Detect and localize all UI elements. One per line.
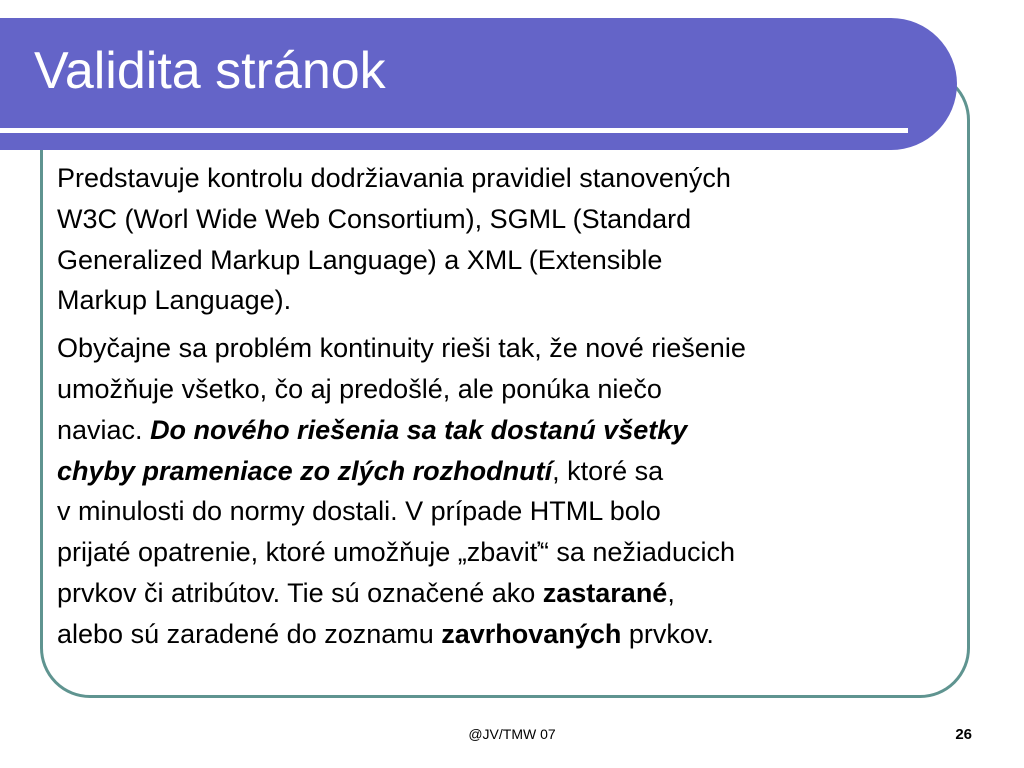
slide-number: 26 [955, 726, 972, 743]
text-run: umožňuje všetko, čo aj predošlé, ale ponúka niečo [57, 373, 662, 404]
slide-body [57, 158, 957, 662]
text-line [57, 240, 957, 281]
emphasized-text: chyby prameniace zo zlých rozhodnutí [57, 455, 553, 486]
text-line [57, 532, 957, 573]
slide-title: Validita stránok [34, 42, 386, 100]
body-paragraph [57, 158, 957, 321]
text-line [57, 451, 957, 492]
text-run: Predstavuje kontrolu dodržiavania pravidiel stanovených [57, 163, 731, 193]
text-line [57, 199, 957, 240]
title-underline [0, 128, 908, 133]
text-line [57, 614, 957, 655]
text-run: alebo sú zaradené do zoznamu [57, 618, 442, 649]
text-run: , [667, 577, 675, 608]
text-run: prvkov či atribútov. Tie sú označené ako [57, 577, 543, 608]
text-run: Markup Language). [57, 285, 292, 316]
body-paragraph [57, 328, 957, 654]
text-line [57, 573, 957, 614]
text-line [57, 410, 957, 451]
text-line [57, 491, 957, 532]
text-run: prvkov. [621, 618, 714, 649]
text-run: W3C (Worl Wide Web Consortium), SGML (Standard [57, 203, 692, 234]
text-run: Generalized Markup Language) a XML (Extensible [57, 244, 663, 275]
text-run: Obyčajne sa problém kontinuity rieši tak, že nové riešenie [57, 333, 746, 364]
text-run: v minulosti do normy dostali. V prípade HTML bolo [57, 496, 661, 527]
text-line [57, 369, 957, 410]
text-run: naviac. [57, 414, 151, 445]
emphasized-text: Do nového riešenia sa tak dostanú všetky [150, 414, 688, 445]
emphasized-text: zavrhovaných [441, 618, 622, 649]
text-line [57, 328, 957, 369]
emphasized-text: zastarané [542, 577, 668, 608]
slide-footer: @JV/TMW 07 [468, 726, 556, 742]
text-run: prijaté opatrenie, ktoré umožňuje „zbaviť“ sa nežiaducich [57, 537, 735, 568]
text-line [57, 158, 957, 199]
text-line [57, 280, 957, 321]
text-run: , ktoré sa [552, 455, 664, 486]
